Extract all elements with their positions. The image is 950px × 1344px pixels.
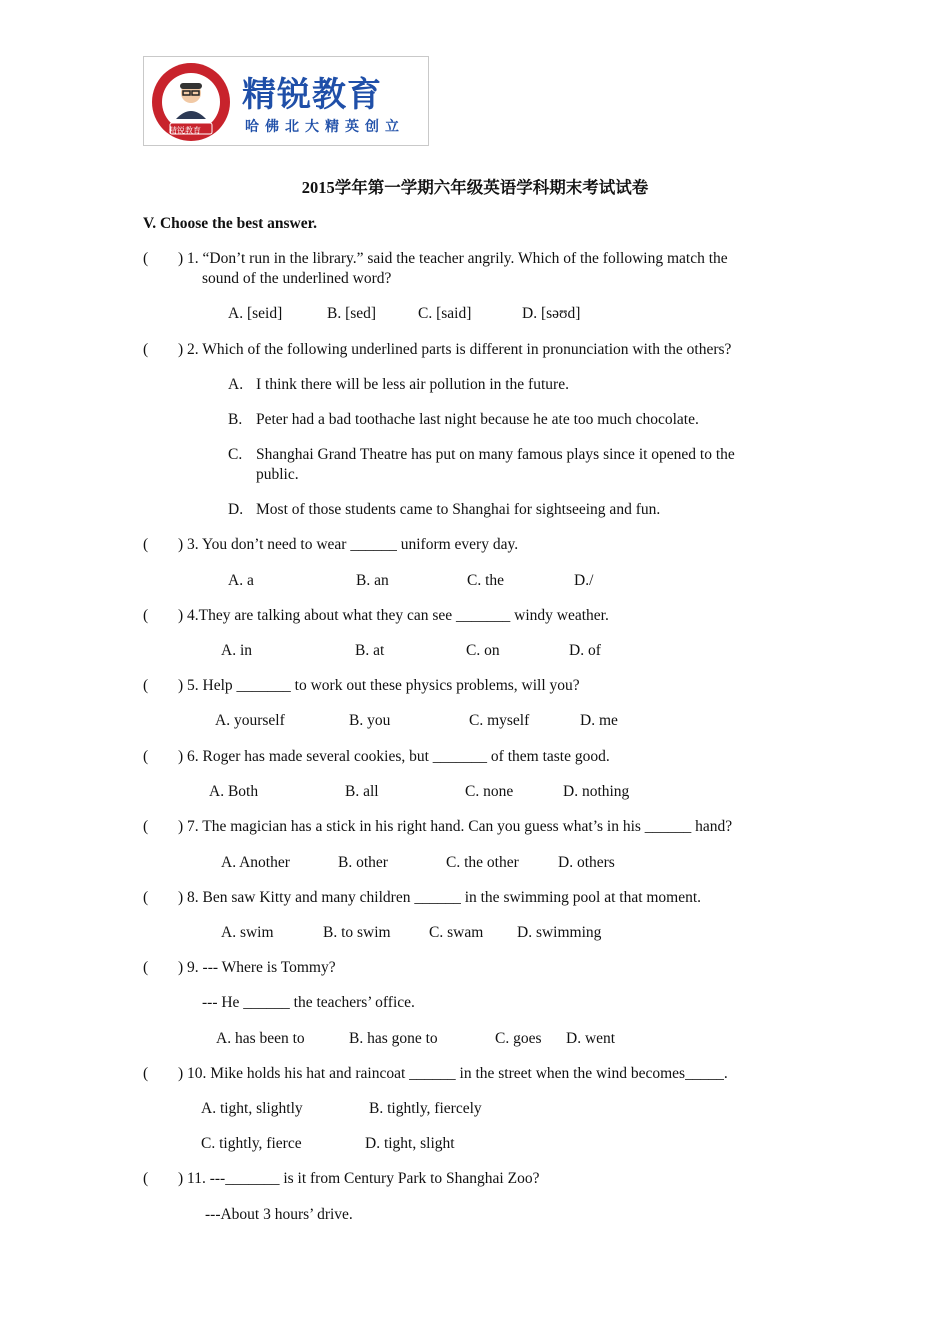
option-d: D. went xyxy=(566,1030,616,1047)
answer-blank: ( xyxy=(143,748,149,765)
question-7: ) 7. The magician has a stick in his right hand. Can you guess what’s in his ______ hand? xyxy=(178,818,733,835)
option-a: A. swim xyxy=(221,924,274,941)
option-b: B. other xyxy=(338,854,388,871)
option-c: C. [said] xyxy=(418,305,472,322)
answer-blank: ( xyxy=(143,1170,149,1187)
option-a: A. [seid] xyxy=(228,305,283,322)
option-a: I think there will be less air pollution in the future. xyxy=(256,376,569,393)
option-a: A. has been to xyxy=(216,1030,305,1047)
question-2: ) 2. Which of the following underlined parts is different in pronunciation with the others? xyxy=(178,341,732,358)
option-c: C. the other xyxy=(446,854,519,871)
option-d: D. me xyxy=(580,712,618,729)
answer-blank: ( xyxy=(143,889,149,906)
question-1-line2: sound of the underlined word? xyxy=(202,270,392,287)
brand-logo xyxy=(143,56,429,146)
answer-blank: ( xyxy=(143,677,149,694)
option-a: A. tight, slightly xyxy=(201,1100,303,1117)
answer-blank: ( xyxy=(143,536,149,553)
option-c-label: C. xyxy=(228,446,243,463)
answer-blank: ( xyxy=(143,341,149,358)
answer-blank: ( xyxy=(143,959,149,976)
option-b: B. has gone to xyxy=(349,1030,438,1047)
question-3: ) 3. You don’t need to wear ______ uniform every day. xyxy=(178,536,519,553)
section-heading: V. Choose the best answer. xyxy=(143,215,317,232)
option-b: B. at xyxy=(355,642,385,659)
question-5: ) 5. Help _______ to work out these physics problems, will you? xyxy=(178,677,580,694)
option-d: D. of xyxy=(569,642,601,659)
option-d: D./ xyxy=(574,572,594,589)
option-a-label: A. xyxy=(228,376,244,393)
answer-blank: ( xyxy=(143,1065,149,1082)
option-d: D. tight, slight xyxy=(365,1135,455,1152)
option-b: B. to swim xyxy=(323,924,391,941)
answer-blank: ( xyxy=(143,607,149,624)
option-c: C. swam xyxy=(429,924,484,941)
option-d: D. swimming xyxy=(517,924,602,941)
option-d: D. [səʊd] xyxy=(522,305,581,322)
answer-blank: ( xyxy=(143,250,149,267)
option-c: C. on xyxy=(466,642,500,659)
question-8: ) 8. Ben saw Kitty and many children ______ in the swimming pool at that moment. xyxy=(178,889,702,906)
seal-label: 精锐教育 xyxy=(169,126,201,135)
option-b: B. an xyxy=(356,572,389,589)
option-c-line2: public. xyxy=(256,466,299,483)
question-9: ) 9. --- Where is Tommy? xyxy=(178,959,336,976)
option-c: C. none xyxy=(465,783,514,800)
option-d: D. others xyxy=(558,854,615,871)
question-11-line2: ---About 3 hours’ drive. xyxy=(205,1206,353,1223)
option-d: Most of those students came to Shanghai for sightseeing and fun. xyxy=(256,501,661,518)
option-c: C. myself xyxy=(469,712,530,729)
option-b: B. all xyxy=(345,783,379,800)
logo-slogan: 哈佛北大精英创立 xyxy=(245,119,405,135)
option-b: B. [sed] xyxy=(327,305,377,322)
option-c: C. goes xyxy=(495,1030,542,1047)
option-d-label: D. xyxy=(228,501,244,518)
option-a: A. a xyxy=(228,572,254,589)
question-10: ) 10. Mike holds his hat and raincoat ______ in the street when the wind becomes_____. xyxy=(178,1065,728,1082)
option-a: A. Another xyxy=(221,854,290,871)
option-b: B. tightly, fiercely xyxy=(369,1100,482,1117)
option-a: A. Both xyxy=(209,783,259,800)
question-6: ) 6. Roger has made several cookies, but _______ of them taste good. xyxy=(178,748,610,765)
option-b: Peter had a bad toothache last night because he ate too much chocolate. xyxy=(256,411,699,428)
answer-blank: ( xyxy=(143,818,149,835)
option-a: A. in xyxy=(221,642,252,659)
page-title: 2015学年第一学期六年级英语学科期末考试试卷 xyxy=(301,178,649,197)
option-c: C. tightly, fierce xyxy=(201,1135,302,1152)
question-9-line2: --- He ______ the teachers’ office. xyxy=(202,994,415,1011)
logo-name: 精锐教育 xyxy=(242,75,382,115)
option-c: Shanghai Grand Theatre has put on many famous plays since it opened to the xyxy=(256,446,735,463)
option-b: B. you xyxy=(349,712,391,729)
question-1: ) 1. “Don’t run in the library.” said the teacher angrily. Which of the following match the xyxy=(178,250,728,267)
question-11: ) 11. ---_______ is it from Century Park to Shanghai Zoo? xyxy=(178,1170,540,1187)
option-a: A. yourself xyxy=(215,712,285,729)
question-4: ) 4.They are talking about what they can see _______ windy weather. xyxy=(178,607,609,624)
option-b-label: B. xyxy=(228,411,243,428)
option-c: C. the xyxy=(467,572,505,589)
option-d: D. nothing xyxy=(563,783,630,800)
